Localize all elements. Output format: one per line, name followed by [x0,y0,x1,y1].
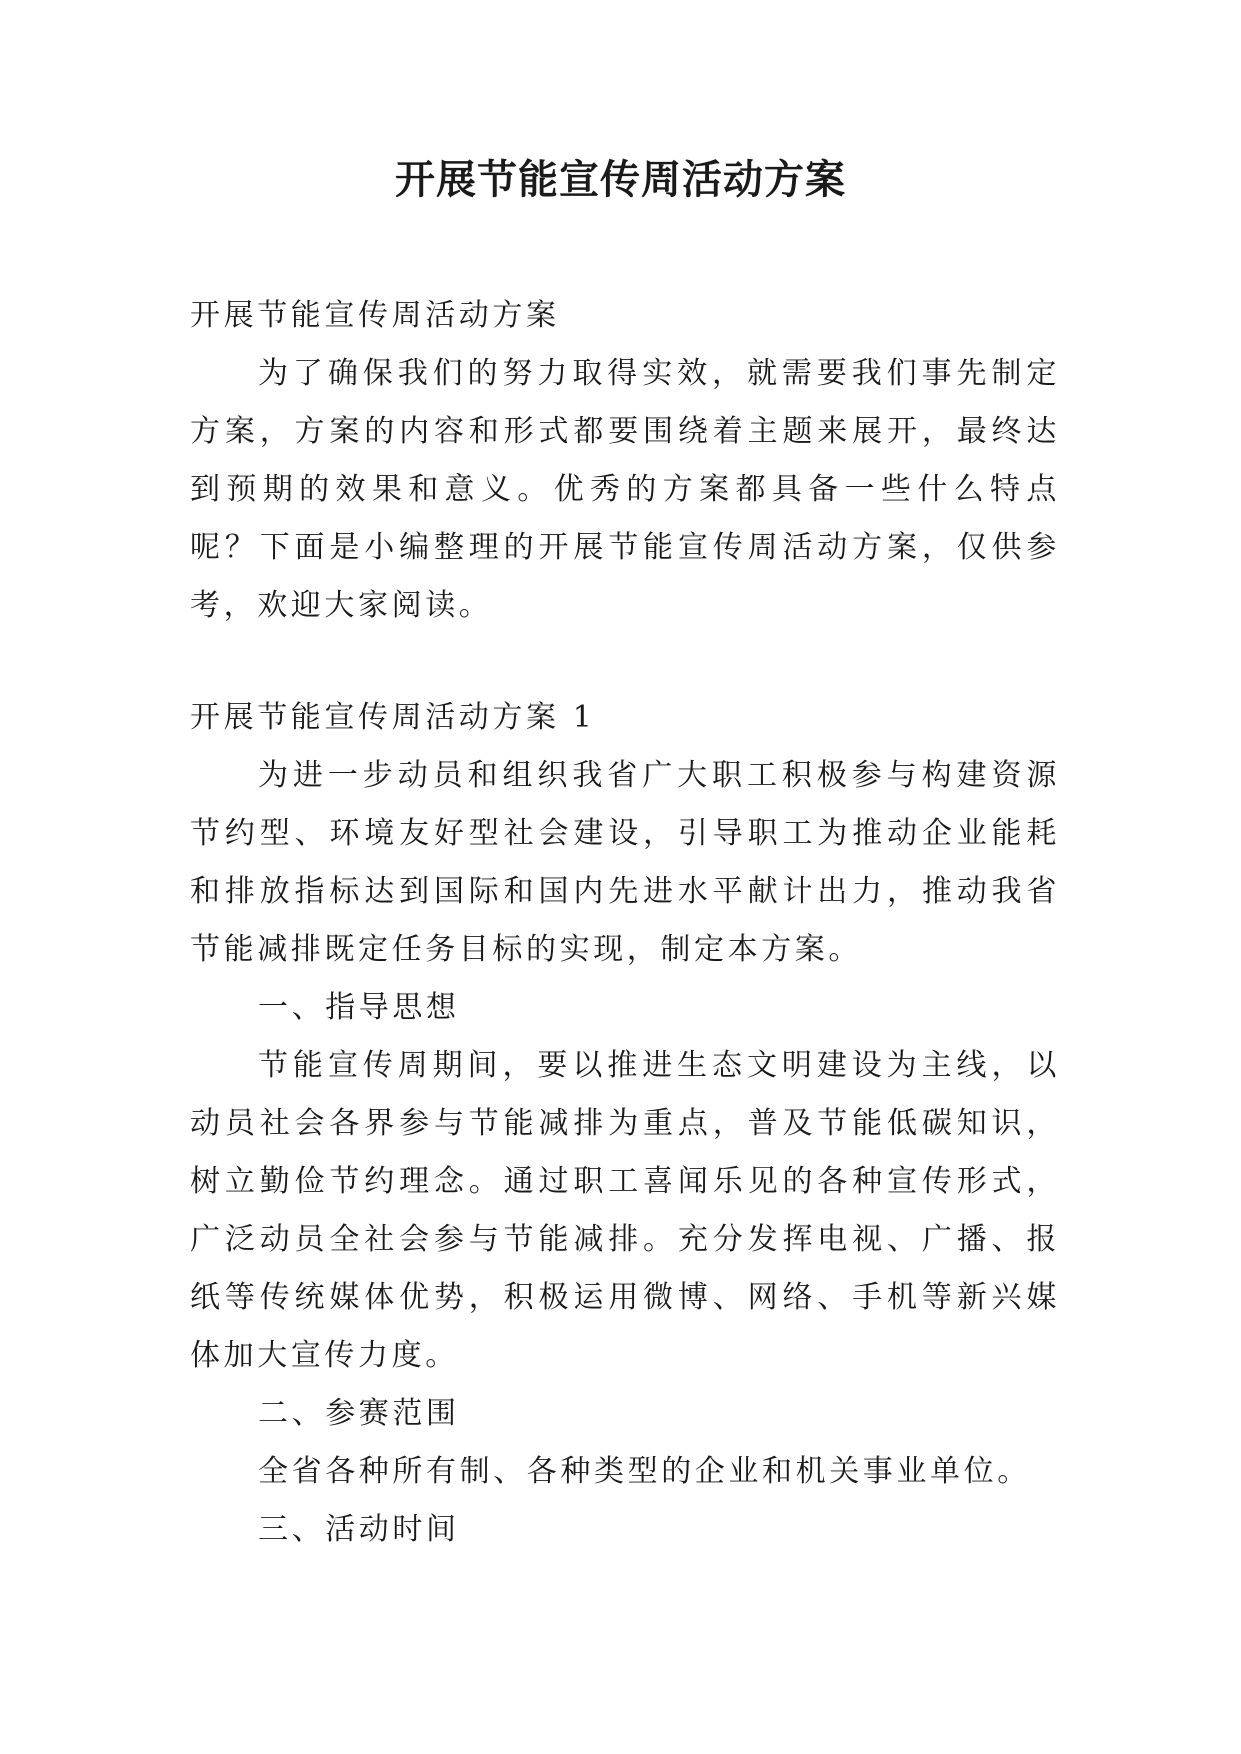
heading-guiding-ideology: 一、指导思想 [258,990,460,1025]
paragraph-participation-scope: 全省各种所有制、各种类型的企业和机关事业单位。 [258,1454,1031,1489]
heading-participation-scope: 二、参赛范围 [258,1396,460,1431]
document-title: 开展节能宣传周活动方案 [395,156,846,203]
intro-paragraph: 为了确保我们的努力取得实效，就需要我们事先制定方案，方案的内容和形式都要围绕着主题来展开，最终达到预期的效果和意义。优秀的方案都具备一些什么特点呢？下面是小编整理的开展节能宣传周活动方案，仅供参考，欢迎大家阅读。 [190,356,1060,623]
heading-activity-time: 三、活动时间 [258,1512,460,1547]
document-subtitle: 开展节能宣传周活动方案 [190,298,560,333]
paragraph-guiding-ideology: 节能宣传周期间，要以推进生态文明建设为主线，以动员社会各界参与节能减排为重点，普及节能低碳知识，树立勤俭节约理念。通过职工喜闻乐见的各种宣传形式，广泛动员全社会参与节能减排。充分发挥电视、广播、报纸等传统媒体优势，积极运用微博、网络、手机等新兴媒体加大宣传力度。 [190,1048,1060,1373]
section-title: 开展节能宣传周活动方案 1 [190,700,596,735]
document-body [190,287,1060,1559]
section-intro-paragraph: 为进一步动员和组织我省广大职工积极参与构建资源节约型、环境友好型社会建设，引导职工为推动企业能耗和排放指标达到国际和国内先进水平献计出力，推动我省节能减排既定任务目标的实现，制定本方案。 [190,758,1060,967]
